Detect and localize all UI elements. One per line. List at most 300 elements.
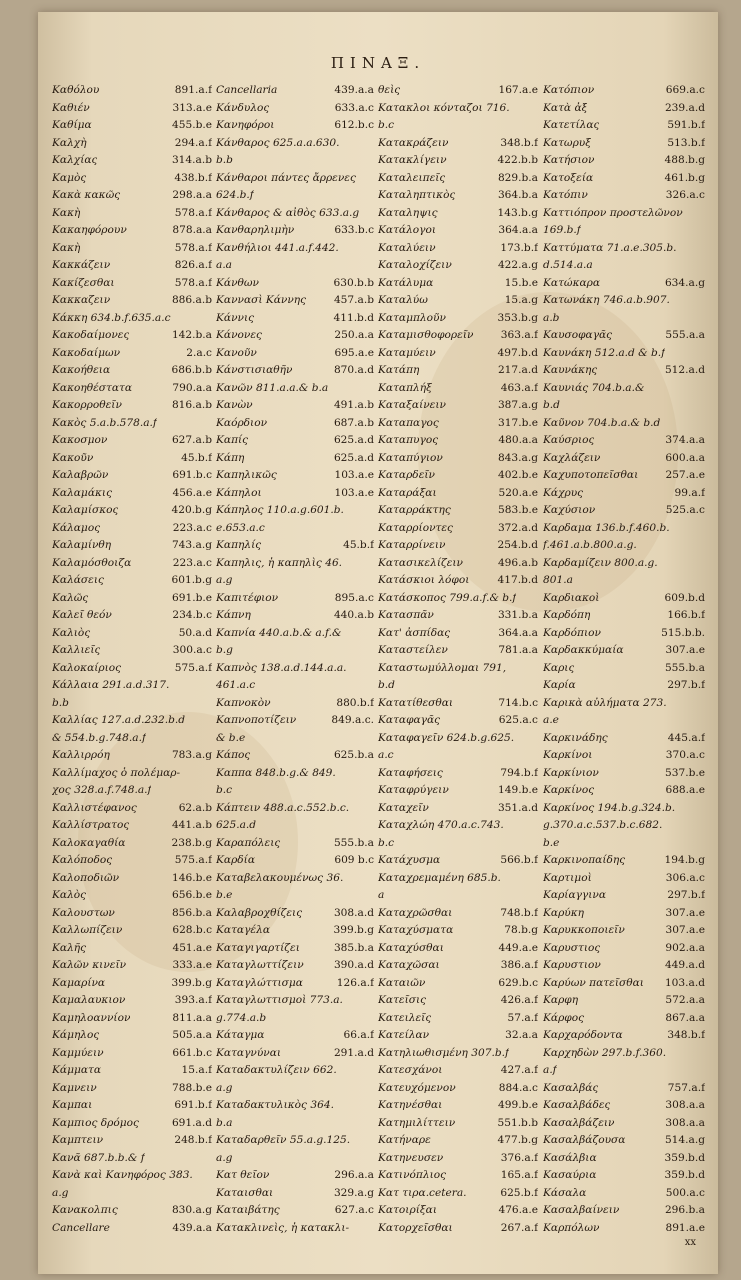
entry-reference: 359.b.d bbox=[664, 1151, 705, 1164]
entry-term: Καταχεῖν bbox=[378, 801, 429, 814]
entry-term: Κάλαμος bbox=[52, 521, 101, 534]
index-entry bbox=[52, 450, 212, 468]
entry-term: θεὶς bbox=[378, 84, 401, 96]
entry-reference bbox=[534, 730, 538, 748]
entry-reference: 333.a.e bbox=[172, 959, 212, 971]
entry-term: Καταληπτικὸς bbox=[378, 189, 456, 201]
entry-term: Καμαρίνα bbox=[52, 976, 106, 989]
entry-reference: 748.b.f bbox=[500, 906, 538, 919]
entry-reference: 314.a.b bbox=[171, 154, 212, 166]
index-entry bbox=[543, 642, 705, 660]
entry-reference: 884.a.c bbox=[498, 1081, 538, 1094]
entry-reference bbox=[370, 887, 374, 905]
entry-reference bbox=[208, 1185, 212, 1203]
entry-term: Κάπηλοι bbox=[216, 486, 262, 499]
entry-term: Καμπτειν bbox=[52, 1134, 104, 1146]
entry-reference: 307.a.e bbox=[665, 924, 705, 936]
index-entry bbox=[52, 345, 212, 363]
index-entry bbox=[52, 642, 212, 660]
index-entry bbox=[52, 380, 212, 398]
entry-reference bbox=[208, 730, 212, 748]
entry-reference bbox=[208, 1167, 212, 1185]
index-entry bbox=[52, 940, 212, 958]
entry-reference bbox=[370, 205, 374, 223]
index-entry bbox=[378, 782, 538, 800]
entry-reference bbox=[208, 310, 212, 328]
entry-term: Κασάλβια bbox=[543, 1151, 597, 1164]
entry-reference: 298.a.a bbox=[172, 189, 212, 201]
entry-reference bbox=[701, 1062, 705, 1080]
entry-reference: 370.a.c bbox=[665, 749, 705, 761]
entry-term: b.b bbox=[52, 696, 69, 709]
index-entry bbox=[543, 502, 705, 520]
index-entry bbox=[52, 747, 212, 765]
entry-term: Καυνάκης bbox=[543, 364, 598, 376]
entry-term: Κατηλιωθισμένη 307.b.f bbox=[378, 1046, 509, 1059]
entry-reference: 609 b.c bbox=[334, 854, 374, 866]
index-entry bbox=[52, 782, 212, 800]
entry-reference: 895.a.c bbox=[334, 591, 374, 604]
entry-term: Καππα 848.b.g.& 849. bbox=[216, 766, 336, 779]
entry-term: Καταρράκτης bbox=[378, 504, 451, 516]
entry-reference: 830.a.g bbox=[171, 1204, 212, 1216]
entry-term: Καλουστων bbox=[52, 906, 115, 919]
entry-reference: 291.a.d bbox=[333, 1046, 374, 1059]
index-entry bbox=[378, 1132, 538, 1150]
entry-term: Καύσριος bbox=[543, 434, 595, 446]
index-entry bbox=[216, 310, 374, 328]
entry-reference: 781.a.a bbox=[498, 644, 538, 656]
entry-reference: 630.b.b bbox=[333, 276, 374, 289]
entry-reference: 15.a.f bbox=[181, 1064, 212, 1076]
entry-term: Κατασπᾶν bbox=[378, 609, 434, 621]
index-entry bbox=[216, 240, 374, 258]
index-entry bbox=[216, 642, 374, 660]
entry-reference: 669.a.c bbox=[665, 84, 705, 96]
entry-term: Κακίζεσθαι bbox=[52, 276, 115, 289]
entry-reference bbox=[534, 870, 538, 888]
entry-term: Καλαμίνθη bbox=[52, 539, 112, 551]
entry-reference: 566.b.f bbox=[500, 854, 538, 866]
index-entry bbox=[378, 502, 538, 520]
index-entry bbox=[216, 677, 374, 695]
entry-reference: 625.a.d bbox=[333, 451, 374, 464]
entry-term: Καταφρύγειν bbox=[378, 784, 449, 796]
index-entry bbox=[378, 817, 538, 835]
index-entry bbox=[543, 240, 705, 258]
index-entry bbox=[52, 310, 212, 328]
entry-reference: 625.a.d bbox=[333, 434, 374, 446]
entry-term: Καταρδεῖν bbox=[378, 469, 435, 481]
index-entry bbox=[216, 397, 374, 415]
running-head: ΠΙΝΑΞ. bbox=[330, 54, 426, 72]
entry-reference: 50.a.d bbox=[178, 626, 212, 639]
index-entry bbox=[52, 1185, 212, 1203]
index-entry bbox=[543, 1045, 705, 1063]
index-entry bbox=[378, 222, 538, 240]
index-entry bbox=[52, 502, 212, 520]
index-entry bbox=[378, 852, 538, 870]
entry-term: Κατάσκοπος 799.a.f.& b.f bbox=[378, 591, 517, 604]
entry-reference: 143.b.g bbox=[497, 206, 538, 219]
entry-term: Καρφη bbox=[543, 994, 579, 1006]
index-entry bbox=[378, 520, 538, 538]
entry-reference bbox=[534, 590, 538, 608]
index-entry bbox=[216, 485, 374, 503]
index-entry bbox=[52, 852, 212, 870]
index-entry bbox=[216, 782, 374, 800]
entry-reference bbox=[701, 800, 705, 818]
entry-reference bbox=[370, 1115, 374, 1133]
entry-reference: 578.a.f bbox=[174, 241, 212, 254]
entry-term: Καταμισθοφορεῖν bbox=[378, 329, 474, 341]
entry-term: Καμμύειν bbox=[52, 1046, 104, 1059]
index-entry bbox=[543, 1150, 705, 1168]
entry-term: b.a bbox=[216, 1116, 233, 1129]
entry-term: Καμνειν bbox=[52, 1081, 97, 1094]
index-entry bbox=[378, 275, 538, 293]
entry-reference: 743.a.g bbox=[171, 539, 212, 551]
index-entry bbox=[216, 152, 374, 170]
index-entry bbox=[378, 240, 538, 258]
entry-term: Καυσοφαγᾶς bbox=[543, 329, 613, 341]
entry-reference: 609.b.d bbox=[664, 591, 705, 604]
index-entry bbox=[52, 275, 212, 293]
index-entry bbox=[543, 450, 705, 468]
entry-term: Κακκαζειν bbox=[52, 294, 111, 306]
index-entry bbox=[543, 677, 705, 695]
entry-reference: 449.a.d bbox=[664, 959, 705, 971]
entry-reference: 601.b.g bbox=[171, 574, 212, 586]
entry-term: Καταφαγᾶς bbox=[378, 714, 441, 726]
entry-reference: 239.a.d bbox=[664, 101, 705, 114]
entry-reference bbox=[701, 397, 705, 415]
index-entry bbox=[543, 835, 705, 853]
index-entry bbox=[543, 887, 705, 905]
entry-reference: 440.a.b bbox=[333, 609, 374, 621]
entry-term: Καμὸς bbox=[52, 171, 87, 184]
entry-term: Καρκίνοι bbox=[543, 749, 593, 761]
entry-term: Καταστείλεν bbox=[378, 644, 448, 656]
index-entry bbox=[216, 712, 374, 730]
index-entry bbox=[52, 800, 212, 818]
entry-reference: 625.b.f bbox=[500, 1186, 538, 1199]
index-entry bbox=[216, 345, 374, 363]
entry-term: Κατατίθεσθαι bbox=[378, 696, 454, 709]
index-entry bbox=[378, 1080, 538, 1098]
entry-reference: 351.a.d bbox=[497, 801, 538, 814]
entry-reference: 146.b.e bbox=[171, 871, 212, 884]
entry-term: Καλλίστρατος bbox=[52, 819, 130, 831]
index-entry bbox=[378, 397, 538, 415]
entry-term: Καταλύω bbox=[378, 294, 428, 306]
index-entry bbox=[52, 240, 212, 258]
entry-reference bbox=[370, 642, 374, 660]
entry-term: Κασαλβάδες bbox=[543, 1099, 611, 1111]
entry-reference bbox=[534, 660, 538, 678]
entry-term: Καλλίας 127.a.d.232.b.d bbox=[52, 714, 186, 726]
entry-term: Κασαλβαίνειν bbox=[543, 1204, 620, 1216]
entry-term: Κατετίλας bbox=[543, 119, 600, 131]
entry-reference: 476.a.e bbox=[498, 1204, 538, 1216]
entry-reference bbox=[701, 222, 705, 240]
entry-reference: 627.a.c bbox=[334, 1204, 374, 1216]
entry-reference bbox=[370, 870, 374, 888]
index-column-2 bbox=[216, 82, 374, 1237]
entry-term: Καλλιστέφανος bbox=[52, 801, 137, 814]
entry-term: Καλὸς bbox=[52, 889, 87, 901]
entry-reference: 399.b.g bbox=[333, 924, 374, 936]
entry-term: b.g bbox=[216, 644, 233, 656]
index-entry bbox=[52, 187, 212, 205]
entry-reference bbox=[701, 205, 705, 223]
index-entry bbox=[378, 362, 538, 380]
index-entry bbox=[543, 1185, 705, 1203]
index-entry bbox=[216, 450, 374, 468]
entry-reference bbox=[534, 117, 538, 135]
entry-term: a.g bbox=[216, 1081, 233, 1094]
entry-reference: 491.a.b bbox=[333, 399, 374, 411]
index-entry bbox=[216, 100, 374, 118]
index-entry bbox=[543, 747, 705, 765]
signature-mark: xx bbox=[684, 1237, 696, 1248]
entry-reference: 103.a.e bbox=[334, 469, 374, 481]
index-entry bbox=[216, 922, 374, 940]
index-entry bbox=[378, 310, 538, 328]
entry-term: Καλλιρρόη bbox=[52, 749, 110, 761]
entry-reference: 497.b.d bbox=[497, 346, 538, 359]
index-entry bbox=[543, 1097, 705, 1115]
entry-term: Κατακλοι κόνταζοι 716. bbox=[378, 101, 510, 114]
entry-term: Καταχύσματα bbox=[378, 924, 454, 936]
entry-reference bbox=[370, 730, 374, 748]
entry-term: Κάνθων bbox=[216, 276, 259, 289]
entry-term: b.c bbox=[378, 836, 395, 849]
index-entry bbox=[543, 940, 705, 958]
entry-reference bbox=[701, 520, 705, 538]
entry-term: Κατακλινεὶς, ἡ κατακλι- bbox=[216, 1221, 350, 1234]
entry-term: Καλαμάκις bbox=[52, 486, 113, 499]
entry-reference: 307.a.e bbox=[665, 906, 705, 919]
entry-reference: 364.a.a bbox=[498, 626, 538, 639]
entry-term: Καπηλίς bbox=[216, 539, 262, 551]
index-entry bbox=[543, 100, 705, 118]
entry-reference: 217.a.d bbox=[497, 364, 538, 376]
entry-reference: 633.b.c bbox=[334, 224, 374, 236]
entry-term: Κανακολπις bbox=[52, 1204, 118, 1216]
entry-reference bbox=[370, 817, 374, 835]
index-entry bbox=[543, 310, 705, 328]
entry-reference: 829.b.a bbox=[497, 171, 538, 184]
entry-reference: 313.a.e bbox=[172, 101, 212, 114]
entry-term: Κατοξεία bbox=[543, 171, 594, 184]
index-entry bbox=[52, 135, 212, 153]
index-entry bbox=[378, 887, 538, 905]
entry-reference: 886.a.b bbox=[171, 294, 212, 306]
entry-reference bbox=[370, 135, 374, 153]
index-entry bbox=[543, 712, 705, 730]
entry-term: Κατεῖσις bbox=[378, 994, 427, 1006]
index-entry bbox=[378, 292, 538, 310]
index-entry bbox=[378, 152, 538, 170]
index-entry bbox=[378, 380, 538, 398]
entry-reference: 575.a.f bbox=[174, 854, 212, 866]
index-entry bbox=[216, 275, 374, 293]
index-entry bbox=[378, 1220, 538, 1238]
index-entry bbox=[378, 940, 538, 958]
entry-term: Καλαβρῶν bbox=[52, 469, 109, 481]
entry-term: Καταχύσθαι bbox=[378, 941, 444, 954]
entry-term: Καλῶς bbox=[52, 591, 89, 604]
entry-term: Κατασικελίζειν bbox=[378, 556, 463, 569]
entry-reference: 300.a.c bbox=[172, 644, 212, 656]
entry-reference: 149.b.e bbox=[497, 784, 538, 796]
index-entry bbox=[378, 975, 538, 993]
index-entry bbox=[543, 1220, 705, 1238]
entry-term: Κάσαλα bbox=[543, 1186, 587, 1199]
index-entry bbox=[543, 1080, 705, 1098]
entry-term: Καλαμόσθοιζα bbox=[52, 556, 132, 569]
entry-reference: 449.a.e bbox=[498, 941, 538, 954]
entry-term: Καυνάκη 512.a.d & b.f bbox=[543, 346, 666, 359]
index-entry bbox=[52, 957, 212, 975]
entry-term: Καλιὸς bbox=[52, 626, 91, 639]
entry-term: Κακὴ bbox=[52, 241, 81, 254]
index-entry bbox=[216, 292, 374, 310]
entry-term: Κάνθαρος 625.a.a.630. bbox=[216, 136, 340, 149]
entry-reference: 32.a.a bbox=[505, 1029, 538, 1041]
entry-term: b.b bbox=[216, 154, 233, 166]
index-entry bbox=[543, 345, 705, 363]
index-entry bbox=[216, 1202, 374, 1220]
entry-term: Καπνία 440.a.b.& a.f.& bbox=[216, 626, 342, 639]
entry-reference bbox=[370, 572, 374, 590]
entry-term: Καρικὰ αὐλήματα 273. bbox=[543, 696, 667, 709]
index-entry bbox=[543, 467, 705, 485]
index-entry bbox=[378, 625, 538, 643]
entry-term: Καθιέν bbox=[52, 101, 90, 114]
index-entry bbox=[216, 415, 374, 433]
entry-reference bbox=[534, 100, 538, 118]
entry-term: Καρυστιος bbox=[543, 941, 601, 954]
index-entry bbox=[52, 1132, 212, 1150]
index-entry bbox=[378, 1167, 538, 1185]
entry-term: Καταγλώττισμα bbox=[216, 976, 303, 989]
entry-term: Καόρδιον bbox=[216, 416, 268, 429]
entry-term: Κατορχεῖσθαι bbox=[378, 1221, 453, 1234]
index-entry bbox=[216, 905, 374, 923]
index-entry bbox=[52, 257, 212, 275]
entry-reference: 372.a.d bbox=[497, 521, 538, 534]
entry-term: Καρχαρόδοντα bbox=[543, 1029, 623, 1041]
entry-term: Καρπόλων bbox=[543, 1221, 600, 1234]
index-entry bbox=[52, 152, 212, 170]
entry-reference bbox=[208, 695, 212, 713]
entry-term: Καταβελακουμένως 36. bbox=[216, 871, 344, 884]
entry-term: Καρδαμα 136.b.f.460.b. bbox=[543, 521, 670, 534]
entry-term: Καταπυγος bbox=[378, 434, 439, 446]
entry-term: Κάνονες bbox=[216, 329, 262, 341]
index-entry bbox=[543, 607, 705, 625]
index-entry bbox=[378, 485, 538, 503]
entry-term: a.b bbox=[543, 311, 560, 324]
entry-term: Καταπαγος bbox=[378, 416, 439, 429]
entry-reference bbox=[534, 835, 538, 853]
entry-reference: 363.a.f bbox=[500, 329, 538, 341]
entry-reference: 238.b.g bbox=[171, 836, 212, 849]
entry-reference: 505.a.a bbox=[172, 1029, 212, 1041]
index-entry bbox=[216, 1115, 374, 1133]
index-entry bbox=[378, 642, 538, 660]
entry-term: Καταμπλοῦν bbox=[378, 311, 446, 324]
entry-term: Καπίς bbox=[216, 434, 249, 446]
entry-reference: 880.b.f bbox=[336, 696, 374, 709]
index-entry bbox=[52, 537, 212, 555]
index-entry bbox=[543, 660, 705, 678]
entry-term: Καταφήσεις bbox=[378, 766, 443, 779]
entry-term: Κατειλεῖς bbox=[378, 1011, 432, 1024]
entry-term: Καρία bbox=[543, 679, 576, 691]
entry-term: Κατείλαν bbox=[378, 1029, 430, 1041]
index-entry bbox=[543, 957, 705, 975]
entry-term: Cancellare bbox=[52, 1221, 110, 1234]
entry-term: Καρδιακοὶ bbox=[543, 591, 600, 604]
index-entry bbox=[216, 572, 374, 590]
entry-reference bbox=[701, 817, 705, 835]
entry-term: Κατηνέσθαι bbox=[378, 1099, 443, 1111]
entry-term: f.461.a.b.800.a.g. bbox=[543, 539, 637, 551]
entry-term: Κατάχυσμα bbox=[378, 854, 441, 866]
index-entry bbox=[543, 555, 705, 573]
entry-term: Κάπος bbox=[216, 749, 251, 761]
entry-term: Κάταγμα bbox=[216, 1029, 265, 1041]
entry-reference: 103.a.e bbox=[334, 486, 374, 499]
index-entry bbox=[52, 485, 212, 503]
entry-term: Κάπτειν 488.a.c.552.b.c. bbox=[216, 801, 350, 814]
entry-reference: 417.b.d bbox=[497, 574, 538, 586]
entry-term: & b.e bbox=[216, 731, 246, 744]
entry-reference: 457.a.b bbox=[333, 294, 374, 306]
entry-term: Καλαβροχθίζεις bbox=[216, 906, 303, 919]
entry-term: Κατάπη bbox=[378, 364, 420, 376]
index-column-3 bbox=[378, 82, 538, 1237]
entry-reference: 364.a.a bbox=[498, 224, 538, 236]
index-entry bbox=[378, 957, 538, 975]
entry-reference: 307.a.e bbox=[665, 644, 705, 656]
index-entry bbox=[52, 572, 212, 590]
index-entry bbox=[543, 765, 705, 783]
index-entry bbox=[52, 117, 212, 135]
index-entry bbox=[216, 1150, 374, 1168]
entry-reference: 326.a.c bbox=[665, 189, 705, 201]
index-entry bbox=[216, 555, 374, 573]
index-entry bbox=[216, 170, 374, 188]
entry-term: Κάνθαρος & αἰθὸς 633.a.g bbox=[216, 206, 360, 219]
index-entry bbox=[543, 397, 705, 415]
entry-reference bbox=[370, 765, 374, 783]
entry-reference: 439.a.a bbox=[172, 1221, 212, 1234]
entry-term: Καττύματα 71.a.e.305.b. bbox=[543, 241, 677, 254]
entry-reference: 537.b.e bbox=[664, 766, 705, 779]
entry-term: Καταγλωττισμοὶ 773.a. bbox=[216, 994, 343, 1006]
entry-term: Κατ' ἀσπίδας bbox=[378, 626, 451, 639]
entry-reference bbox=[370, 677, 374, 695]
entry-reference: 438.b.f bbox=[174, 171, 212, 184]
index-entry bbox=[378, 800, 538, 818]
index-entry bbox=[52, 292, 212, 310]
entry-reference: 441.a.b bbox=[171, 819, 212, 831]
entry-term: Κάνθαροι πάντες ἄρρενες bbox=[216, 171, 356, 184]
